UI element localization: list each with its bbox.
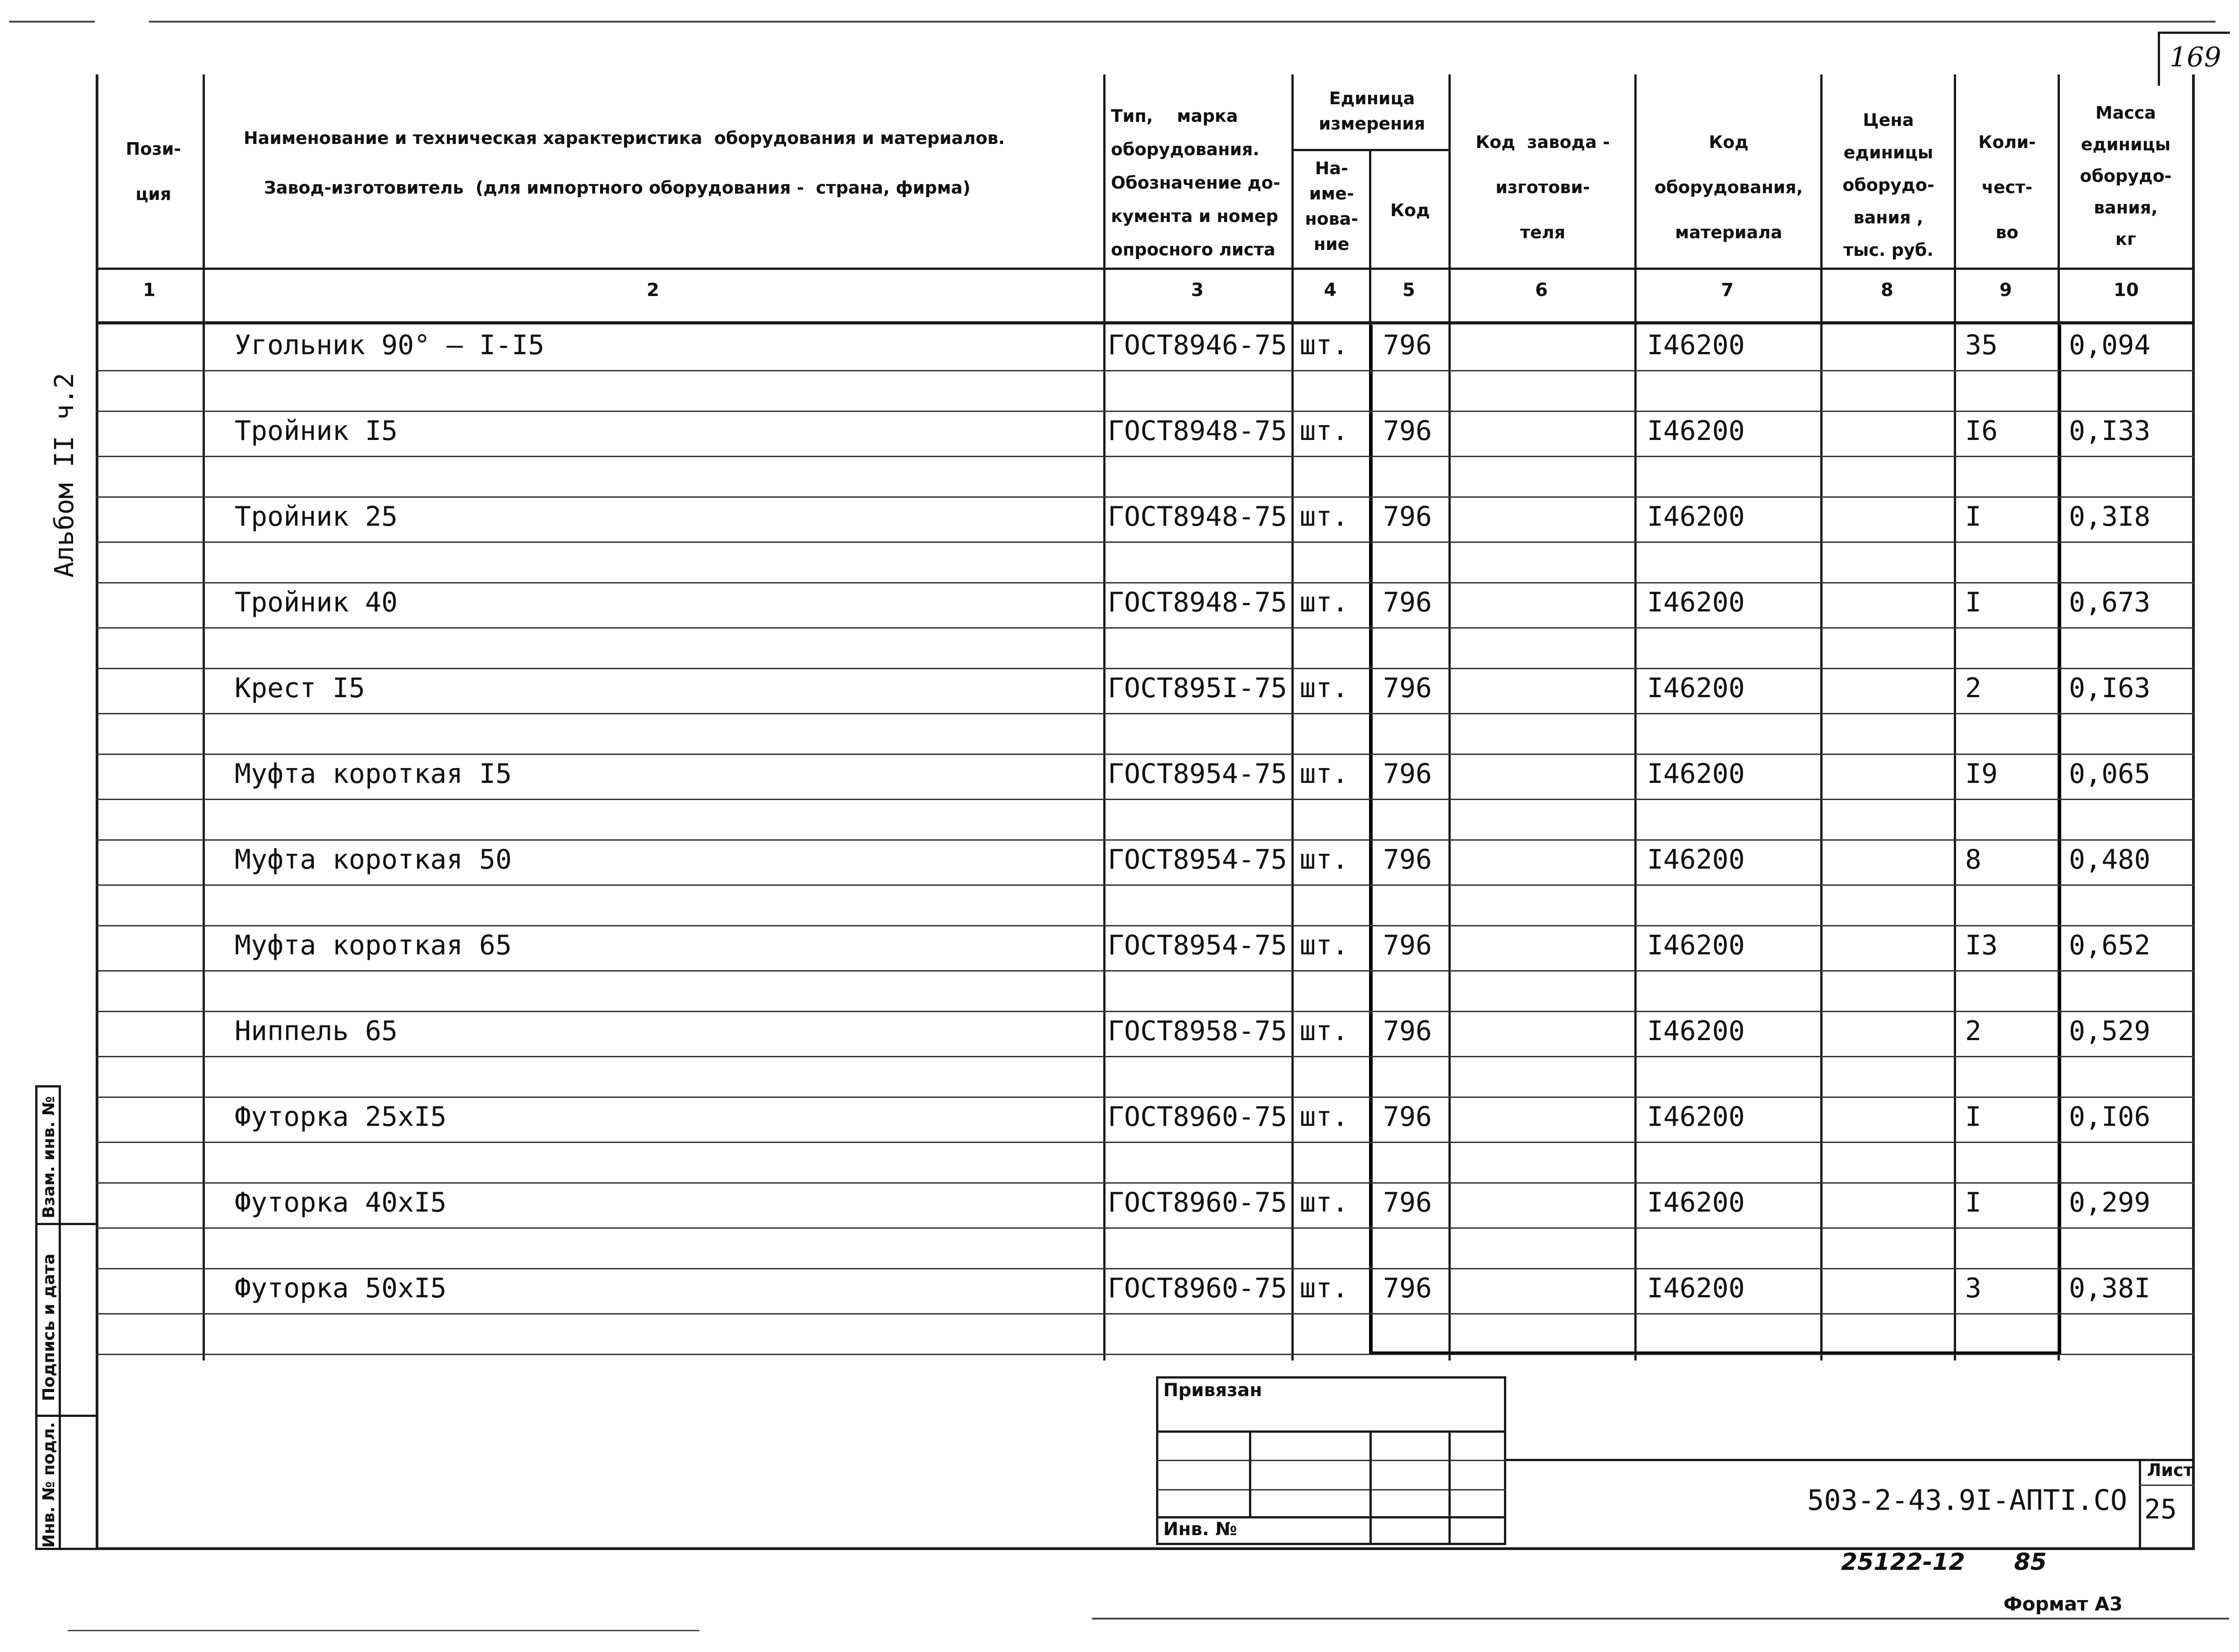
row-mass: 0,529 <box>2069 1015 2151 1047</box>
binding-col3 <box>1448 1430 1451 1545</box>
row-document: ГОСТ8958-75 <box>1108 1015 1287 1047</box>
row-mass: 0,I06 <box>2069 1101 2151 1133</box>
row-unit-code: 796 <box>1383 587 1432 618</box>
row-document: ГОСТ8954-75 <box>1108 844 1287 875</box>
header-bottom-line <box>96 268 2195 270</box>
row-material-code: I46200 <box>1647 1187 1745 1218</box>
row-quantity: I <box>1965 1187 1982 1218</box>
row-material-code: I46200 <box>1647 329 1745 361</box>
row-document: ГОСТ8946-75 <box>1108 329 1287 361</box>
row-name: Муфта короткая 50 <box>235 844 512 875</box>
row-name: Футорка 40хI5 <box>235 1187 447 1218</box>
sheet-label-line <box>2139 1485 2195 1486</box>
sheet-number: 25 <box>2144 1494 2177 1525</box>
row-quantity: I6 <box>1965 415 1998 447</box>
colnum-6: 6 <box>1535 280 1548 301</box>
row-quantity: I <box>1965 501 1982 532</box>
row-document: ГОСТ8960-75 <box>1108 1101 1287 1133</box>
row-document: ГОСТ8960-75 <box>1108 1273 1287 1304</box>
binding-col2 <box>1369 1430 1372 1545</box>
colnum-4: 4 <box>1324 280 1337 301</box>
row-mass: 0,673 <box>2069 587 2151 618</box>
row-quantity: I <box>1965 1101 1982 1133</box>
header-type: Тип, марка оборудования. Обозначение до- кумента и номер опросного листа <box>1111 106 1281 259</box>
header-mass: Масса единицы оборудо- вания, кг <box>2080 103 2172 249</box>
header-qty: Коли- чест- во <box>1978 132 2036 242</box>
row-quantity: 2 <box>1965 672 1982 704</box>
row-mid-line <box>96 799 2195 800</box>
row-mass: 0,I33 <box>2069 415 2151 447</box>
colnum-7: 7 <box>1721 280 1734 301</box>
row-unit: шт. <box>1300 1101 1349 1133</box>
row-name: Крест I5 <box>235 672 365 704</box>
row-mid-line <box>96 627 2195 629</box>
row-name: Муфта короткая I5 <box>235 758 512 790</box>
row-unit: шт. <box>1300 501 1349 532</box>
header-unit: Единица измерения <box>1318 88 1425 134</box>
row-material-code: I46200 <box>1647 1015 1745 1047</box>
binding-col1 <box>1249 1430 1251 1516</box>
colnum-2: 2 <box>647 280 659 301</box>
header-unit-code: Код <box>1390 200 1430 220</box>
row-mass: 0,065 <box>2069 758 2151 790</box>
sheet-label: Лист <box>2147 1460 2193 1480</box>
left-strip-sep1 <box>35 1223 98 1225</box>
bottom-rule-right <box>1092 1618 2229 1620</box>
binding-line4 <box>1156 1516 1506 1518</box>
row-mid-line <box>96 1313 2195 1314</box>
row-material-code: I46200 <box>1647 1101 1745 1133</box>
colnum-5: 5 <box>1402 280 1415 301</box>
row-unit: шт. <box>1300 415 1349 447</box>
row-unit-code: 796 <box>1383 1101 1432 1133</box>
colnum-10: 10 <box>2114 280 2139 301</box>
row-mid-line <box>96 713 2195 714</box>
row-quantity: 2 <box>1965 1015 1982 1047</box>
row-material-code: I46200 <box>1647 844 1745 875</box>
row-mid-line <box>96 456 2195 457</box>
row-name: Футорка 25хI5 <box>235 1101 447 1133</box>
row-document: ГОСТ8948-75 <box>1108 415 1287 447</box>
row-mid-line <box>96 370 2195 371</box>
header-unit-name: На- име- нова- ние <box>1305 158 1358 254</box>
colnum-bottom-line <box>96 321 2195 324</box>
row-quantity: 3 <box>1965 1273 1982 1304</box>
row-mass: 0,299 <box>2069 1187 2151 1218</box>
row-name: Ниппель 65 <box>235 1015 398 1047</box>
row-unit: шт. <box>1300 758 1349 790</box>
row-unit: шт. <box>1300 844 1349 875</box>
row-document: ГОСТ8954-75 <box>1108 930 1287 961</box>
title-top-line <box>1506 1459 2195 1461</box>
row-name: Тройник 25 <box>235 501 398 532</box>
left-strip-top <box>35 1085 61 1087</box>
row-quantity: I <box>1965 587 1982 618</box>
binding-label: Привязан <box>1163 1380 1263 1401</box>
row-mass: 0,I63 <box>2069 672 2151 704</box>
top-rule <box>149 21 2216 23</box>
row-material-code: I46200 <box>1647 758 1745 790</box>
album-label: Альбом II ч.2 <box>49 373 79 578</box>
side-label-signature: Подпись и дата <box>40 1254 58 1401</box>
row-bottom-line <box>96 925 2195 926</box>
row-bottom-line <box>96 839 2195 841</box>
document-code: 503-2-43.9I-АПТI.CO <box>1807 1484 2128 1517</box>
row-document: ГОСТ895I-75 <box>1108 672 1287 704</box>
row-quantity: I9 <box>1965 758 1998 790</box>
row-unit: шт. <box>1300 1273 1349 1304</box>
left-strip-outer <box>35 1085 37 1550</box>
page-number: 169 <box>2170 42 2221 73</box>
row-mass: 0,094 <box>2069 329 2151 361</box>
row-document: ГОСТ8960-75 <box>1108 1187 1287 1218</box>
colnum-3: 3 <box>1191 280 1204 301</box>
row-bottom-line <box>96 668 2195 669</box>
row-material-code: I46200 <box>1647 1273 1745 1304</box>
row-bottom-line <box>96 1182 2195 1184</box>
row-name: Тройник 40 <box>235 587 398 618</box>
row-material-code: I46200 <box>1647 415 1745 447</box>
row-quantity: I3 <box>1965 930 1998 961</box>
row-name: Футорка 50хI5 <box>235 1273 447 1304</box>
left-strip-sep2 <box>35 1415 98 1417</box>
top-rule-left <box>9 21 95 23</box>
row-mass: 0,38I <box>2069 1273 2151 1304</box>
row-mass: 0,480 <box>2069 844 2151 875</box>
row-bottom-line <box>96 1268 2195 1269</box>
row-bottom-line <box>96 1011 2195 1012</box>
row-mid-line <box>96 970 2195 972</box>
row-mid-line <box>96 541 2195 543</box>
row-mid-line <box>96 884 2195 886</box>
left-strip-bottom <box>35 1548 98 1550</box>
row-unit: шт. <box>1300 930 1349 961</box>
side-label-replacement: Взам. инв. № <box>40 1096 58 1218</box>
binding-line2 <box>1156 1460 1506 1461</box>
row-unit-code: 796 <box>1383 672 1432 704</box>
header-name-line2: Завод-изготовитель (для импортного оборудования - страна, фирма) <box>264 178 971 198</box>
row-unit-code: 796 <box>1383 1273 1432 1304</box>
row-unit-code: 796 <box>1383 930 1432 961</box>
row-document: ГОСТ8948-75 <box>1108 587 1287 618</box>
row-unit: шт. <box>1300 587 1349 618</box>
binding-line3 <box>1156 1489 1506 1490</box>
row-name: Угольник 90° — I-I5 <box>235 329 545 361</box>
row-mid-line <box>96 1056 2195 1057</box>
header-factory-code: Код завода - изготови- теля <box>1476 132 1610 242</box>
row-unit-code: 796 <box>1383 1015 1432 1047</box>
colnum-9: 9 <box>1999 280 2012 301</box>
row-document: ГОСТ8954-75 <box>1108 758 1287 790</box>
row-material-code: I46200 <box>1647 672 1745 704</box>
row-bottom-line <box>96 582 2195 583</box>
row-unit-code: 796 <box>1383 415 1432 447</box>
archive-number: 25122-12 85 <box>1841 1549 2047 1576</box>
row-unit-code: 796 <box>1383 329 1432 361</box>
row-material-code: I46200 <box>1647 501 1745 532</box>
row-unit-code: 796 <box>1383 1187 1432 1218</box>
row-mid-line <box>96 1142 2195 1143</box>
row-bottom-line <box>96 1097 2195 1098</box>
row-bottom-line <box>96 754 2195 755</box>
row-unit-code: 796 <box>1383 758 1432 790</box>
header-position: Пози- ция <box>125 139 181 204</box>
row-mid-line <box>96 1227 2195 1229</box>
row-name: Тройник I5 <box>235 415 398 447</box>
row-bottom-line <box>96 496 2195 498</box>
row-unit-code: 796 <box>1383 844 1432 875</box>
side-label-inventory: Инв. № подл. <box>40 1422 58 1548</box>
row-material-code: I46200 <box>1647 930 1745 961</box>
row-document: ГОСТ8948-75 <box>1108 501 1287 532</box>
inventory-label: Инв. № <box>1163 1519 1237 1540</box>
header-sub-line <box>1291 149 1451 151</box>
header-price: Цена единицы оборудо- вания , тыс. руб. <box>1842 110 1934 260</box>
header-material-code: Код оборудования, материала <box>1654 132 1803 242</box>
row-unit: шт. <box>1300 329 1349 361</box>
row-unit: шт. <box>1300 1187 1349 1218</box>
row-material-code: I46200 <box>1647 587 1745 618</box>
colnum-8: 8 <box>1881 280 1893 301</box>
header-name-line1: Наименование и техническая характеристика оборудования и материалов. <box>244 128 1005 148</box>
row-name: Муфта короткая 65 <box>235 930 512 961</box>
sheet-divider <box>2139 1459 2141 1549</box>
row-unit-code: 796 <box>1383 501 1432 532</box>
row-quantity: 35 <box>1965 329 1998 361</box>
row-mass: 0,3I8 <box>2069 501 2151 532</box>
row-quantity: 8 <box>1965 844 1982 875</box>
binding-line1 <box>1156 1430 1506 1433</box>
colnum-1: 1 <box>143 280 156 301</box>
row-unit: шт. <box>1300 672 1349 704</box>
bottom-rule-left <box>68 1630 699 1631</box>
row-bottom-line <box>96 411 2195 412</box>
left-strip-inner <box>59 1085 61 1550</box>
format-label: Формат А3 <box>2003 1593 2123 1615</box>
row-unit: шт. <box>1300 1015 1349 1047</box>
row-mass: 0,652 <box>2069 930 2151 961</box>
row-bottom-line <box>96 1354 2195 1355</box>
